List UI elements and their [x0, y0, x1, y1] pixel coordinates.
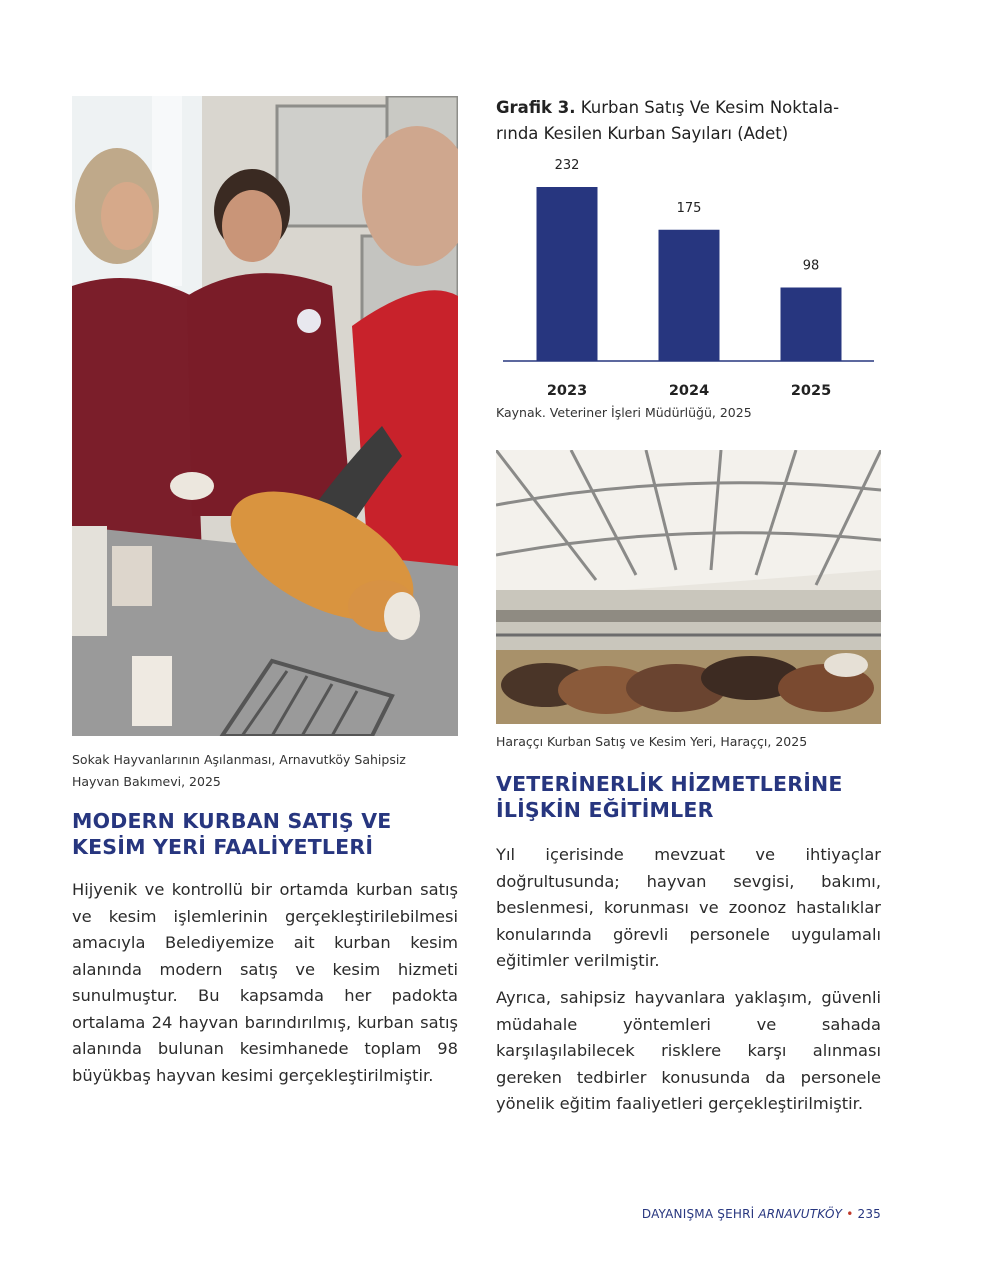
section-heading-kurban: [72, 808, 462, 860]
heading-line: İLİŞKİN EĞİTİMLER: [496, 798, 714, 822]
paragraph-text: Ayrıca, sahipsiz hayvanlara yaklaşım, güvenli müdahale yöntemleri ve sahada karşılaşılabilecek risklere karşı alınması gereken tedbirler konusunda da personele yönelik eğitim faaliyetleri gerçekleştirilmiştir.: [496, 988, 881, 1113]
chart-title-line: Kurban Satış Ve Kesim Noktala-: [580, 98, 840, 117]
heading-line: VETERİNERLİK HİZMETLERİNE: [496, 772, 843, 796]
x-tick-label: 2025: [790, 383, 832, 399]
barn-photo-caption: Haraççı Kurban Satış ve Kesim Yeri, Haraççı, 2025: [496, 734, 808, 749]
bar-2025: [781, 288, 842, 362]
photo-caption-line: Sokak Hayvanlarının Aşılanması, Arnavutköy Sahipsiz: [72, 752, 406, 767]
chart-title: [496, 95, 891, 147]
x-tick-label: 2024: [668, 383, 710, 399]
chart-label: Grafik 3.: [496, 98, 576, 117]
footer-brand: ARNAVUTKÖY: [758, 1207, 843, 1221]
data-label: 98: [802, 258, 820, 274]
heading-line: MODERN KURBAN SATIŞ VE: [72, 809, 392, 833]
page-footer: [641, 1207, 881, 1221]
chart-title-line: rında Kesilen Kurban Sayıları (Adet): [496, 124, 789, 143]
data-label: 175: [676, 200, 702, 216]
paragraph-text: Hijyenik ve kontrollü bir ortamda kurban satış ve kesim işlemlerinin gerçekleştirilebilmesi amacıyla Belediyemize ait kurban kesim alanında modern satış ve kesim hizmeti sunulmuştur. Bu kapsamda her padokta ortalama 24 hayvan barındırılmış, kurban satış alanında bulunan kesimhanede toplam 98 büyükbaş hayvan kesimi gerçekleştirilmiştir.: [72, 880, 458, 1085]
paragraph-text: Yıl içerisinde mevzuat ve ihtiyaçlar doğrultusunda; hayvan sevgisi, bakımı, beslenmesi, korunması ve zoonoz hastalıklar konularında görevli personele uygulamalı eğitimler verilmiştir.: [496, 845, 881, 970]
egitimler-paragraph-1: [496, 842, 881, 975]
heading-line: KESİM YERİ FAALİYETLERİ: [72, 835, 374, 859]
chart-source: Kaynak. Veteriner İşleri Müdürlüğü, 2025: [496, 405, 752, 420]
section-heading-egitimler: [496, 771, 891, 823]
footer-text: DAYANIŞMA ŞEHRİ: [641, 1207, 755, 1221]
bar-chart: [496, 145, 891, 407]
x-tick-label: 2023: [546, 383, 588, 399]
bar-2024: [659, 230, 720, 361]
bar-2023: [537, 187, 598, 361]
photo-caption-line: Hayvan Bakımevi, 2025: [72, 774, 221, 789]
footer-bullet: •: [846, 1207, 854, 1221]
data-label: 232: [554, 158, 580, 173]
page-number: 235: [857, 1207, 881, 1221]
egitimler-paragraph-2: [496, 985, 881, 1118]
kurban-paragraph: [72, 877, 458, 1089]
vet-clinic-photo: [72, 96, 458, 736]
barn-photo: [496, 450, 881, 724]
